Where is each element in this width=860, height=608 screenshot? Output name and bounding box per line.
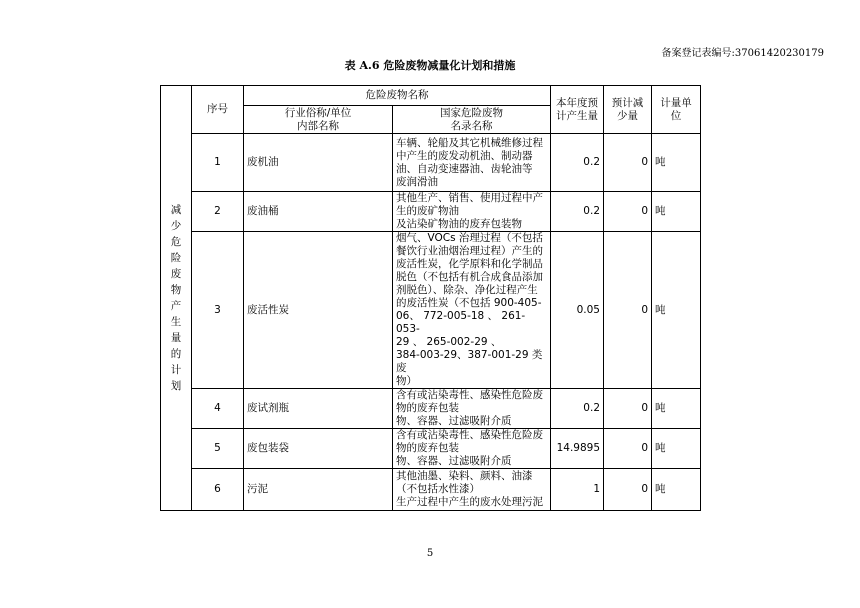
row-reduction: 0 — [604, 192, 652, 232]
section-label-char: 物 — [170, 284, 182, 296]
row-unit: 吨 — [652, 469, 701, 511]
table-row — [161, 429, 701, 469]
row-industry-name: 污泥 — [244, 469, 393, 511]
row-seq: 1 — [192, 134, 244, 192]
header-industry-name: 行业俗称/单位 内部名称 — [244, 106, 393, 134]
section-label-char: 生 — [170, 316, 182, 328]
table-row — [161, 192, 701, 232]
record-number: 备案登记表编号:37061420230179 — [661, 48, 824, 59]
row-national-name: 其他油墨、染料、颜料、油漆 （不包括水性漆） 生产过程中产生的废水处理污泥 — [393, 469, 551, 511]
table-row — [161, 134, 701, 192]
row-annual-estimate: 0.05 — [551, 232, 604, 389]
row-reduction: 0 — [604, 429, 652, 469]
section-label-char: 险 — [170, 252, 182, 264]
row-industry-name: 废油桶 — [244, 192, 393, 232]
table-row — [161, 232, 701, 389]
row-seq: 4 — [192, 389, 244, 429]
row-national-name: 其他生产、销售、使用过程中产 生的废矿物油 及沾染矿物油的废弃包装物 — [393, 192, 551, 232]
row-annual-estimate: 1 — [551, 469, 604, 511]
row-unit: 吨 — [652, 134, 701, 192]
header-seq: 序号 — [192, 86, 244, 134]
section-label — [161, 86, 192, 511]
row-national-name: 含有或沾染毒性、感染性危险废 物的废弃包装 物、容器、过滤吸附介质 — [393, 389, 551, 429]
table-row — [161, 389, 701, 429]
header-unit: 计量单 位 — [652, 86, 701, 134]
row-reduction: 0 — [604, 469, 652, 511]
table-row — [161, 469, 701, 511]
page-number: 5 — [426, 548, 434, 559]
header-waste-name: 危险废物名称 — [244, 86, 551, 106]
section-label-char: 计 — [170, 364, 182, 376]
row-seq: 5 — [192, 429, 244, 469]
section-label-char: 废 — [170, 268, 182, 280]
row-unit: 吨 — [652, 429, 701, 469]
row-annual-estimate: 0.2 — [551, 389, 604, 429]
row-annual-estimate: 14.9895 — [551, 429, 604, 469]
section-label-char: 减 — [170, 204, 182, 216]
row-industry-name: 废机油 — [244, 134, 393, 192]
row-seq: 2 — [192, 192, 244, 232]
section-label-char: 少 — [170, 220, 182, 232]
section-label-char: 危 — [170, 236, 182, 248]
header-reduction: 预计减 少量 — [604, 86, 652, 134]
row-reduction: 0 — [604, 389, 652, 429]
row-unit: 吨 — [652, 389, 701, 429]
row-national-name: 车辆、轮船及其它机械维修过程 中产生的废发动机油、制动器 油、自动变速器油、齿轮油等 废润滑油 — [393, 134, 551, 192]
section-label-char: 产 — [170, 300, 182, 312]
row-unit: 吨 — [652, 232, 701, 389]
row-seq: 3 — [192, 232, 244, 389]
row-unit: 吨 — [652, 192, 701, 232]
row-reduction: 0 — [604, 232, 652, 389]
row-seq: 6 — [192, 469, 244, 511]
row-industry-name: 废试剂瓶 — [244, 389, 393, 429]
header-national-name: 国家危险废物 名录名称 — [393, 106, 551, 134]
row-annual-estimate: 0.2 — [551, 134, 604, 192]
row-industry-name: 废活性炭 — [244, 232, 393, 389]
row-reduction: 0 — [604, 134, 652, 192]
section-label-char: 的 — [170, 348, 182, 360]
table-title: 表 A.6 危险废物减量化计划和措施 — [344, 59, 516, 72]
row-annual-estimate: 0.2 — [551, 192, 604, 232]
row-national-name: 烟气、VOCs 治理过程（不包括 餐饮行业油烟治理过程）产生的 废活性炭，化学原料和化学制品 脱色（不包括有机合成食品添加 剂脱色）、除杂、净化过程产生 的废活性炭（不包括 900-405- 06、 772-005-18 、 261-053- 29 、 265-002-29 、 384-003-29、387-001-29 类废 物） — [393, 232, 551, 389]
header-annual-estimate: 本年度预 计产生量 — [551, 86, 604, 134]
section-label-char: 划 — [170, 380, 182, 392]
hazardous-waste-table — [160, 85, 701, 511]
row-national-name: 含有或沾染毒性、感染性危险废 物的废弃包装 物、容器、过滤吸附介质 — [393, 429, 551, 469]
row-industry-name: 废包装袋 — [244, 429, 393, 469]
section-label-char: 量 — [170, 332, 182, 344]
